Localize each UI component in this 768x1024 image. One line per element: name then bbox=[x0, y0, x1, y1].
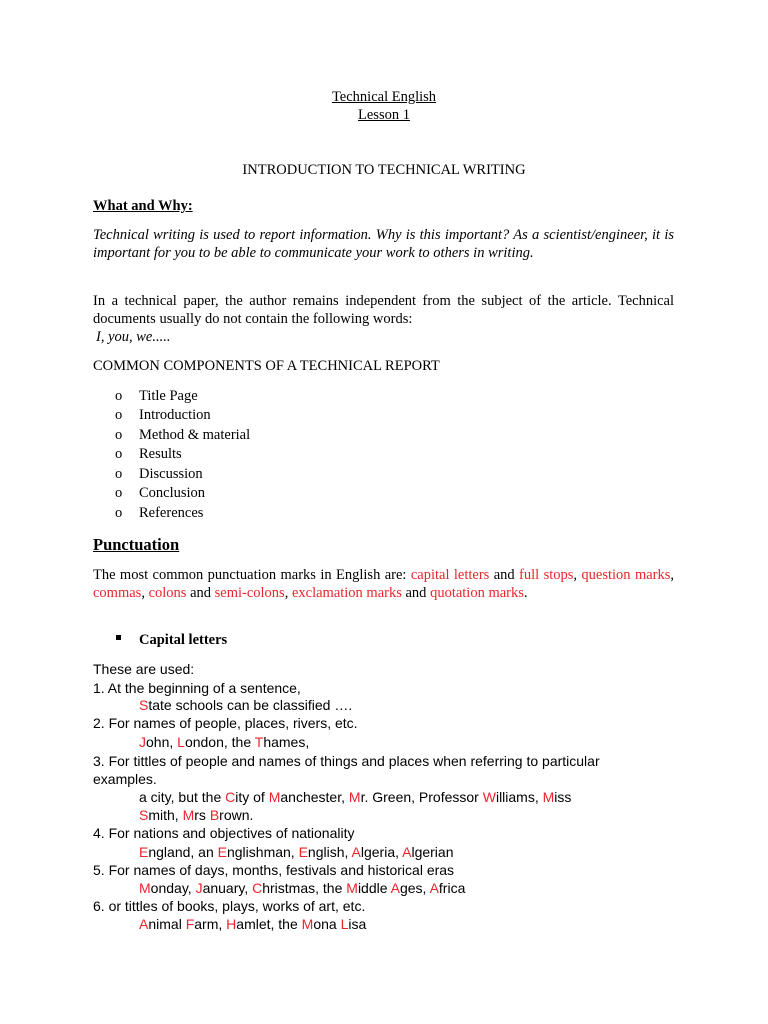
text-run: onday, bbox=[150, 880, 196, 896]
list-bullet: o bbox=[115, 446, 123, 462]
highlighted-text: F bbox=[185, 916, 195, 932]
text-run: nglish, bbox=[307, 844, 352, 860]
highlighted-text: J bbox=[139, 734, 146, 750]
list-item-label: Discussion bbox=[139, 466, 203, 482]
highlighted-text: C bbox=[252, 880, 263, 896]
highlighted-text: M bbox=[346, 880, 358, 896]
list-item-label: Conclusion bbox=[139, 485, 206, 501]
rule-2: 2. For names of people, places, rivers, etc. bbox=[93, 715, 358, 731]
text-run: tate schools can be classified …. bbox=[148, 697, 353, 713]
text-run: and bbox=[186, 585, 215, 601]
list-item-label: Results bbox=[139, 446, 182, 462]
highlighted-text: W bbox=[482, 789, 496, 805]
rule-1: 1. At the beginning of a sentence, bbox=[93, 680, 301, 696]
text-run: and bbox=[401, 585, 431, 601]
highlighted-text: capital letters bbox=[410, 567, 490, 583]
highlighted-text: M bbox=[301, 916, 314, 932]
text-run: lgeria, bbox=[360, 844, 403, 860]
highlighted-text: C bbox=[225, 789, 236, 805]
highlighted-text: M bbox=[139, 880, 151, 896]
example-3-line-1 bbox=[139, 788, 571, 806]
highlighted-text: exclamation marks bbox=[291, 585, 402, 601]
text-run: iddle bbox=[357, 880, 391, 896]
example-5 bbox=[139, 879, 465, 897]
text-run: hristmas, the bbox=[262, 880, 347, 896]
text-run: ngland, an bbox=[148, 844, 218, 860]
list-item-label: Introduction bbox=[139, 407, 211, 423]
list-item-label: Title Page bbox=[139, 388, 198, 404]
example-2 bbox=[139, 733, 309, 751]
example-3-line-2 bbox=[139, 806, 253, 824]
highlighted-text: A bbox=[139, 916, 149, 932]
rule-4: 4. For nations and objectives of nationality bbox=[93, 825, 355, 841]
example-6 bbox=[139, 915, 366, 933]
text-run: , bbox=[670, 567, 675, 583]
text-run: ity of bbox=[235, 789, 269, 805]
highlighted-text: colons bbox=[148, 585, 187, 601]
rule-3-line-1: 3. For tittles of people and names of things and places when referring to particular bbox=[93, 753, 600, 769]
text-run: , bbox=[141, 585, 149, 601]
highlighted-text: question marks bbox=[581, 567, 671, 583]
text-run: and bbox=[489, 567, 520, 583]
text-run: ona bbox=[313, 916, 341, 932]
highlighted-text: E bbox=[139, 844, 149, 860]
highlighted-text: T bbox=[254, 734, 264, 750]
rule-5: 5. For names of days, months, festivals and historical eras bbox=[93, 862, 455, 878]
text-run: anuary, bbox=[202, 880, 253, 896]
list-bullet: o bbox=[115, 485, 123, 501]
excluded-words: I, you, we..... bbox=[96, 329, 171, 345]
highlighted-text: M bbox=[182, 807, 195, 823]
text-run: lgerian bbox=[411, 844, 454, 860]
text-run: , bbox=[573, 567, 582, 583]
punctuation-heading: Punctuation bbox=[93, 535, 180, 554]
list-item-label: References bbox=[139, 505, 204, 521]
example-4 bbox=[139, 843, 453, 861]
highlighted-text: H bbox=[226, 916, 237, 932]
list-item-label: Method & material bbox=[139, 427, 251, 443]
highlighted-text: E bbox=[298, 844, 308, 860]
text-run: ondon, the bbox=[184, 734, 255, 750]
example-1 bbox=[139, 696, 352, 714]
text-run: isa bbox=[348, 916, 367, 932]
highlighted-text: E bbox=[217, 844, 227, 860]
capital-letters-heading: Capital letters bbox=[139, 632, 228, 648]
text-run: iss bbox=[554, 789, 572, 805]
components-heading: COMMON COMPONENTS OF A TECHNICAL REPORT bbox=[93, 358, 440, 374]
technical-paper-paragraph: In a technical paper, the author remains independent from the subject of the article. Technical documents usually do not contain the following words: bbox=[93, 293, 674, 327]
text-run: . bbox=[523, 585, 528, 601]
highlighted-text: M bbox=[542, 789, 555, 805]
text-run: nglishman, bbox=[226, 844, 299, 860]
text-run: illiams, bbox=[495, 789, 543, 805]
lesson-number: Lesson 1 bbox=[358, 107, 410, 123]
highlighted-text: M bbox=[268, 789, 281, 805]
text-run: hames, bbox=[263, 734, 310, 750]
highlighted-text: S bbox=[139, 807, 149, 823]
text-run: frica bbox=[438, 880, 466, 896]
document-title: Technical English bbox=[331, 89, 437, 105]
highlighted-text: J bbox=[195, 880, 203, 896]
main-heading: INTRODUCTION TO TECHNICAL WRITING bbox=[242, 162, 526, 178]
text-run: rs bbox=[194, 807, 210, 823]
highlighted-text: B bbox=[209, 807, 220, 823]
square-bullet-icon bbox=[116, 635, 121, 640]
what-and-why-paragraph: Technical writing is used to report information. Why is this important? As a scientist/engineer, it is important for you to be able to communicate your work to others in writing. bbox=[93, 227, 674, 261]
highlighted-text: S bbox=[139, 697, 149, 713]
text-run: The most common punctuation marks in English are: bbox=[93, 567, 411, 583]
text-run: anchester, bbox=[280, 789, 349, 805]
text-run: a city, but the bbox=[139, 789, 226, 805]
these-are-used: These are used: bbox=[93, 661, 195, 677]
list-bullet: o bbox=[115, 466, 123, 482]
list-bullet: o bbox=[115, 505, 123, 521]
text-run: arm, bbox=[194, 916, 227, 932]
highlighted-text: semi-colons bbox=[214, 585, 285, 601]
highlighted-text: L bbox=[177, 734, 185, 750]
highlighted-text: L bbox=[340, 916, 349, 932]
highlighted-text: commas bbox=[93, 585, 142, 601]
highlighted-text: A bbox=[429, 880, 439, 896]
highlighted-text: M bbox=[348, 789, 361, 805]
rule-3-line-2: examples. bbox=[93, 771, 157, 787]
text-run: r. Green, Professor bbox=[360, 789, 483, 805]
text-run: ges, bbox=[399, 880, 430, 896]
text-run: , bbox=[284, 585, 292, 601]
text-run: amlet, the bbox=[236, 916, 302, 932]
highlighted-text: quotation marks bbox=[430, 585, 524, 601]
list-bullet: o bbox=[115, 427, 123, 443]
text-run: mith, bbox=[148, 807, 183, 823]
what-and-why-heading: What and Why: bbox=[93, 198, 193, 214]
highlighted-text: A bbox=[402, 844, 412, 860]
text-run: nimal bbox=[148, 916, 186, 932]
punctuation-intro bbox=[93, 566, 674, 602]
text-run: rown. bbox=[219, 807, 254, 823]
list-bullet: o bbox=[115, 407, 123, 423]
highlighted-text: A bbox=[390, 880, 400, 896]
rule-6: 6. or tittles of books, plays, works of art, etc. bbox=[93, 898, 366, 914]
highlighted-text: A bbox=[351, 844, 361, 860]
highlighted-text: full stops bbox=[519, 567, 574, 583]
text-run: ohn, bbox=[146, 734, 178, 750]
list-bullet: o bbox=[115, 388, 123, 404]
